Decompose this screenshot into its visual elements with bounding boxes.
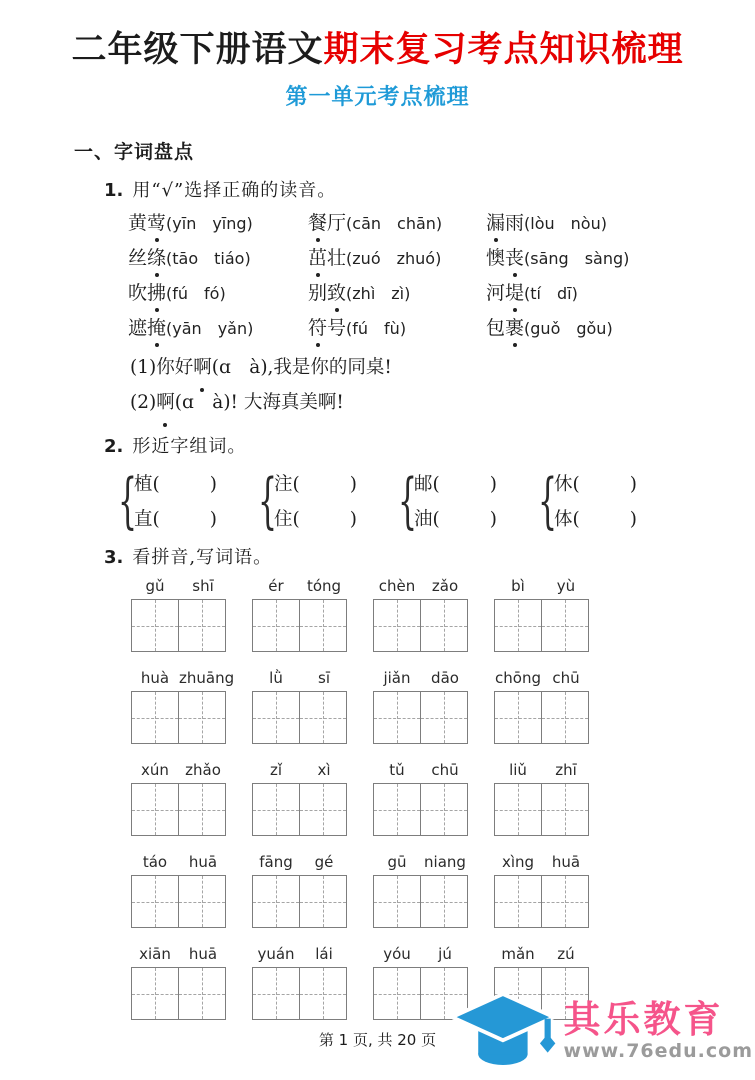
character-blank-line [134,470,217,496]
pinyin-options: (zuó zhuó) [346,249,442,268]
close-paren: ) [209,509,217,530]
pinyin-word-group [252,577,349,652]
pinyin-syllable: yù [556,577,576,595]
pinyin-syllable: lǜ [269,669,283,687]
pinyin-syllable: chū [552,669,580,687]
pinyin-syllable: shī [192,577,214,595]
pinyin-row [131,669,755,744]
pinyin-word-group [373,577,470,652]
writing-cell [299,600,346,651]
pinyin-syllable: huā [551,853,581,871]
brace-icon: { [398,465,418,536]
word-pronunciation-choice [308,212,486,235]
pinyin-word-group [252,945,349,1020]
pinyin-options: (guǒ gǒu) [524,319,613,338]
word-characters [486,317,524,339]
writing-cell [420,876,467,927]
character: 住( [274,509,300,530]
emphasized-character: 莺 [147,212,167,234]
pinyin-word-group [131,577,228,652]
pinyin-row [131,761,755,836]
emphasized-character: 漏 [486,212,506,234]
pinyin-syllable: chōng [495,669,541,687]
writing-cell [253,876,299,927]
writing-box [131,691,226,744]
pinyin-word-group [252,669,349,744]
pinyin-options: (cān chān) [346,214,443,233]
word-pronunciation-choice [486,317,755,340]
close-paren: ) [349,474,357,495]
brace-icon: { [538,465,558,536]
writing-cell [299,692,346,743]
writing-box [494,691,589,744]
pinyin-syllable: huà [140,669,170,687]
writing-box [373,783,468,836]
pinyin-syllable: niang [424,853,466,871]
word-characters [486,247,524,269]
pinyin-syllable: zǐ [269,761,283,779]
character-blank-line [274,505,357,531]
pinyin-labels [373,945,470,963]
writing-cell [374,876,420,927]
writing-cell [541,692,588,743]
pinyin-word-group [373,761,470,836]
pinyin-row [131,853,755,928]
character: 休( [554,474,580,495]
character: 厅 [327,212,347,234]
character: 吹 [128,282,148,304]
word-pronunciation-choice [128,212,308,235]
word-pronunciation-choice [486,247,755,270]
character: 植( [134,474,160,495]
brand-text-block [564,1000,753,1062]
pinyin-labels [131,669,235,687]
writing-cell [253,692,299,743]
page-title [0,0,755,72]
writing-box [131,967,226,1020]
writing-box [131,875,226,928]
writing-box [252,691,347,744]
pinyin-syllable: gé [314,853,334,871]
section-heading: 一、字词盘点 [74,141,195,163]
pinyin-labels [373,853,470,871]
emphasized-character: 裹 [505,317,525,339]
similar-characters-row [118,465,755,536]
writing-box [252,875,347,928]
pinyin-syllable: xún [141,761,169,779]
writing-cell [132,600,178,651]
emphasized-character: 丧 [505,247,525,269]
pinyin-syllable: yóu [383,945,411,963]
pinyin-options: (sāng sàng) [524,249,630,268]
character-blank-line [134,505,217,531]
similar-character-group [118,465,258,536]
pinyin-word-group [131,853,228,928]
pinyin-syllable: dāo [431,669,459,687]
word-pronunciation-choice [128,317,308,340]
pinyin-syllable: xiān [139,945,171,963]
emphasized-character: 绦 [147,247,167,269]
character: 直( [134,509,160,530]
close-paren: ) [349,509,357,530]
writing-cell [253,600,299,651]
writing-box [373,599,468,652]
pinyin-options: (lòu nòu) [524,214,607,233]
pinyin-labels [252,669,349,687]
pinyin-options: (zhì zì) [346,284,411,303]
pinyin-writing-grid [131,577,755,1020]
character: 油( [414,509,440,530]
character: 包 [486,317,506,339]
writing-cell [495,876,541,927]
pinyin-syllable: zhī [555,761,577,779]
pinyin-syllable: fāng [259,853,293,871]
pronunciation-choice-grid [128,212,755,340]
pinyin-syllable: tǔ [389,761,405,779]
writing-box [131,599,226,652]
word-characters [308,212,346,234]
writing-cell [541,784,588,835]
pinyin-word-group [131,669,235,744]
pinyin-labels [494,853,591,871]
pinyin-labels [494,577,591,595]
word-pronunciation-choice [486,282,755,305]
word-characters [128,212,166,234]
pinyin-syllable: zhuāng [179,669,235,687]
page-title-black: 二年级下册语文 [71,29,324,70]
character-blank-line [554,470,637,496]
pinyin-labels [373,669,470,687]
writing-box [494,875,589,928]
question-2-number: 2. [104,436,124,457]
sentence-prefix: (2) [130,392,157,413]
question-1-number: 1. [104,180,124,201]
pinyin-syllable: táo [142,853,168,871]
pinyin-syllable: bì [511,577,525,595]
writing-cell [178,600,225,651]
word-characters [308,247,346,269]
pinyin-labels [252,577,349,595]
question-1 [104,176,755,202]
emphasized-character: 致 [327,282,347,304]
question-3-number: 3. [104,547,124,568]
brand-name: 其乐教育 [563,998,724,1041]
sentence-suffix: (ɑ à),我是你的同桌! [211,357,392,378]
word-pronunciation-choice [486,212,755,235]
pinyin-options: (fú fù) [346,319,407,338]
character-blank-line [414,470,497,496]
writing-box [252,599,347,652]
pinyin-word-group [494,577,591,652]
word-pronunciation-choice [308,247,486,270]
brand-logo [452,988,753,1074]
close-paren: ) [629,474,637,495]
writing-box [494,599,589,652]
pinyin-word-group [131,761,228,836]
pinyin-syllable: huā [188,853,218,871]
character: 丝 [128,247,148,269]
writing-box [373,875,468,928]
writing-cell [495,600,541,651]
pinyin-syllable: ér [268,577,284,595]
character: 懊 [486,247,506,269]
pronunciation-sentence [130,350,755,385]
writing-box [373,691,468,744]
pinyin-options: (yīn yīng) [166,214,253,233]
pinyin-options: (tí dī) [524,284,578,303]
pinyin-syllable: sī [318,669,330,687]
pinyin-row [131,577,755,652]
close-paren: ) [489,509,497,530]
character: 河 [486,282,506,304]
character-blank-line [414,505,497,531]
pinyin-word-group [252,853,349,928]
word-characters [128,247,166,269]
pinyin-labels [252,853,349,871]
pinyin-labels [373,761,470,779]
pinyin-syllable: zǎo [431,577,459,595]
character-blank-line [274,470,357,496]
writing-cell [132,876,178,927]
brace-icon: { [258,465,278,536]
pronunciation-sentence [130,385,755,420]
writing-cell [178,968,225,1019]
close-paren: ) [209,474,217,495]
pinyin-labels [131,761,228,779]
emphasized-character: 堤 [505,282,525,304]
writing-cell [132,692,178,743]
pinyin-word-group [494,669,591,744]
writing-cell [178,876,225,927]
character: 别 [308,282,328,304]
unit-subtitle: 第一单元考点梳理 [285,84,470,110]
writing-cell [420,692,467,743]
emphasized-character: 掩 [147,317,167,339]
writing-box [494,783,589,836]
writing-cell [374,600,420,651]
brace-icon: { [118,465,138,536]
sentence-prefix: (1)你好 [130,357,194,378]
pinyin-options: (yān yǎn) [166,319,254,338]
pinyin-options: (fú fó) [166,284,226,303]
pinyin-labels [252,945,349,963]
writing-cell [178,784,225,835]
question-3-prompt: 看拼音,写词语。 [132,547,273,568]
question-2 [104,432,755,458]
pinyin-labels [494,761,591,779]
writing-cell [541,876,588,927]
writing-cell [374,784,420,835]
character-blank-line [554,505,637,531]
pinyin-syllable: liǔ [509,761,527,779]
pinyin-labels [494,945,591,963]
pinyin-word-group [373,669,470,744]
pinyin-syllable: jiǎn [383,669,411,687]
close-paren: ) [489,474,497,495]
writing-box [252,783,347,836]
emphasized-character: 茁 [308,247,328,269]
emphasized-character: 符 [308,317,328,339]
writing-cell [374,968,420,1019]
character: 遮 [128,317,148,339]
word-pronunciation-choice [128,282,308,305]
sentence-suffix: (ɑ à)! 大海真美啊! [174,392,344,413]
writing-cell [132,784,178,835]
pinyin-labels [131,945,228,963]
writing-cell [299,968,346,1019]
word-pronunciation-choice [308,317,486,340]
writing-cell [132,968,178,1019]
pinyin-syllable: zú [557,945,575,963]
pinyin-syllable: xìng [501,853,535,871]
similar-character-group [538,465,678,536]
word-characters [308,282,346,304]
question-1-prompt: 用“√”选择正确的读音。 [132,180,337,201]
writing-cell [495,784,541,835]
pronunciation-sentences [130,350,755,420]
brand-url: www.76edu.com [563,1040,753,1062]
writing-cell [299,876,346,927]
pinyin-labels [252,761,349,779]
pinyin-syllable: huā [188,945,218,963]
writing-box [131,783,226,836]
word-characters [128,317,166,339]
character: 体( [554,509,580,530]
pinyin-word-group [494,761,591,836]
emphasized-character: 啊 [193,350,212,385]
pinyin-word-group [252,761,349,836]
pinyin-labels [373,577,470,595]
writing-cell [420,784,467,835]
word-pronunciation-choice [308,282,486,305]
pinyin-syllable: yuán [257,945,295,963]
pinyin-syllable: gǔ [145,577,165,595]
word-characters [486,212,524,234]
pinyin-syllable: mǎn [501,945,535,963]
writing-cell [374,692,420,743]
pinyin-word-group [131,945,228,1020]
question-3 [104,543,755,569]
word-characters [308,317,346,339]
writing-cell [541,600,588,651]
character: 雨 [505,212,525,234]
word-characters [128,282,166,304]
writing-box [252,967,347,1020]
question-2-prompt: 形近字组词。 [132,436,247,457]
pinyin-syllable: chèn [378,577,416,595]
close-paren: ) [629,509,637,530]
graduation-cap-icon [452,988,560,1074]
pinyin-syllable: lái [315,945,333,963]
character: 壮 [327,247,347,269]
pinyin-labels [131,577,228,595]
word-characters [486,282,524,304]
pinyin-labels [494,669,591,687]
character: 黄 [128,212,148,234]
emphasized-character: 餐 [308,212,328,234]
page-number-footer: 第 1 页, 共 20 页 [318,1031,437,1049]
similar-character-group [398,465,538,536]
pinyin-syllable: jú [438,945,452,963]
word-pronunciation-choice [128,247,308,270]
writing-cell [253,968,299,1019]
character: 邮( [414,474,440,495]
pinyin-word-group [494,853,591,928]
pinyin-labels [131,853,228,871]
pinyin-syllable: gū [387,853,407,871]
page-title-red: 期末复习考点知识梳理 [323,29,684,70]
pinyin-syllable: zhǎo [185,761,221,779]
writing-cell [495,692,541,743]
pinyin-syllable: tóng [306,577,342,595]
writing-cell [420,600,467,651]
writing-cell [178,692,225,743]
pinyin-syllable: xì [317,761,331,779]
character: 注( [274,474,300,495]
pinyin-syllable: chū [431,761,459,779]
emphasized-character: 啊 [156,385,175,420]
emphasized-character: 拂 [147,282,167,304]
writing-cell [299,784,346,835]
pinyin-word-group [373,853,470,928]
similar-character-group [258,465,398,536]
writing-cell [253,784,299,835]
character: 号 [327,317,347,339]
pinyin-options: (tāo tiáo) [166,249,251,268]
